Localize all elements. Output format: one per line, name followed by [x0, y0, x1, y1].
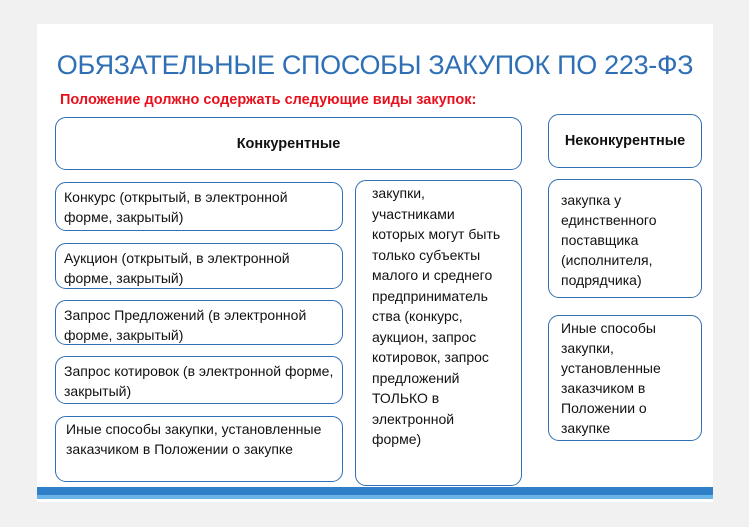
- slide-title: ОБЯЗАТЕЛЬНЫЕ СПОСОБЫ ЗАКУПОК ПО 223-ФЗ: [56, 50, 694, 80]
- noncompetitive-header: Неконкурентные: [548, 114, 702, 168]
- competitive-item-request-proposals: Запрос Предложений (в электронной форме, закрытый): [55, 300, 343, 345]
- competitive-item-contest: Конкурс (открытый, в электронной форме, закрытый): [55, 182, 343, 231]
- slide: [37, 24, 713, 502]
- competitive-item-other-methods: Иные способы закупки, установленные заказчиком в Положении о закупке: [55, 416, 343, 482]
- footer-bar-light: [37, 495, 713, 499]
- competitive-item-auction: Аукцион (открытый, в электронной форме, закрытый): [55, 243, 343, 289]
- competitive-item-request-quotations: Запрос котировок (в электронной форме, закрытый): [55, 356, 343, 404]
- competitive-header: Конкурентные: [55, 117, 522, 170]
- noncompetitive-item-single-supplier: закупка у единственного поставщика (исполнителя, подрядчика): [548, 179, 702, 298]
- slide-subtitle: Положение должно содержать следующие виды закупок:: [60, 92, 477, 108]
- noncompetitive-item-other-methods: Иные способы закупки, установленные заказчиком в Положении о закупке: [548, 315, 702, 441]
- footer-bar: [37, 487, 713, 495]
- competitive-sme-note: закупки, участниками которых могут быть только субъекты малого и среднего предприниматель ства (конкурс, аукцион, запрос котировок, запрос предложений ТОЛЬКО в электронной форме): [355, 180, 522, 486]
